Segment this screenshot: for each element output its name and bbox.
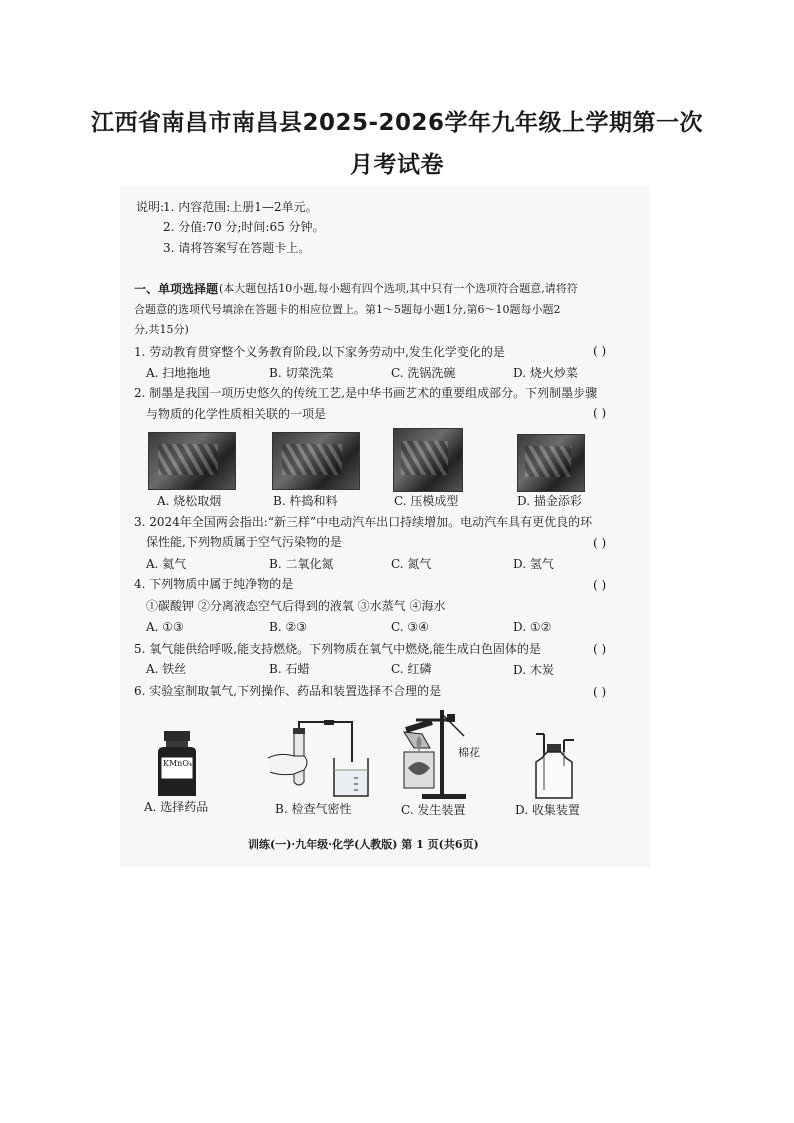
- q3-answer-blank: ( ): [593, 536, 607, 550]
- notes-label: 说明:: [136, 200, 165, 214]
- ink-photo-c: [393, 428, 463, 492]
- q1-option-c: C. 洗锅洗碗: [391, 366, 456, 380]
- q4-option-c: C. ③④: [391, 620, 429, 634]
- q3-stem-2: 保性能,下列物质属于空气污染物的是: [146, 535, 342, 549]
- q4-option-b: B. ②③: [269, 620, 307, 634]
- q4-items: ①碳酸钾 ②分离液态空气后得到的液氧 ③水蒸气 ④海水: [146, 599, 446, 613]
- section-heading: 一、单项选择题: [134, 282, 219, 296]
- q2-stem-2: 与物质的化学性质相关联的一项是: [146, 407, 327, 421]
- q2-option-a: A. 烧松取烟: [157, 494, 222, 508]
- section-instructions-1: (本大题包括10小题,每小题有四个选项,其中只有一个选项符合题意,请将符: [219, 282, 578, 295]
- ink-photo-a: [148, 432, 236, 490]
- ink-photo-b: [272, 432, 360, 490]
- q2-stem-1: 2. 制墨是我国一项历史悠久的传统工艺,是中华书画艺术的重要组成部分。下列制墨步骤: [134, 386, 598, 400]
- q1-option-b: B. 切菜洗菜: [269, 366, 334, 380]
- q6-option-c: C. 发生装置: [401, 803, 466, 817]
- q5-option-c: C. 红磷: [391, 662, 432, 676]
- q6-option-b: B. 检查气密性: [275, 802, 352, 816]
- q6-option-a: A. 选择药品: [144, 800, 209, 814]
- ink-photo-d: [517, 434, 585, 492]
- airtightness-check-illustration: [266, 718, 376, 800]
- q3-option-c: C. 氮气: [391, 557, 432, 571]
- q6-option-d: D. 收集装置: [515, 803, 580, 817]
- q3-option-b: B. 二氧化氮: [269, 557, 334, 571]
- q6-stem: 6. 实验室制取氧气,下列操作、药品和装置选择不合理的是: [134, 684, 442, 698]
- q1-option-a: A. 扫地拖地: [146, 366, 211, 380]
- note-1: 1. 内容范围:上册1—2单元。: [163, 200, 318, 214]
- q4-stem: 4. 下列物质中属于纯净物的是: [134, 577, 294, 591]
- q5-option-a: A. 铁丝: [146, 662, 187, 676]
- q3-stem-1: 3. 2024年全国两会指出:“新三样”中电动汽车出口持续增加。电动汽车具有更优良的环: [134, 515, 593, 529]
- q1-option-d: D. 烧火炒菜: [513, 366, 578, 380]
- q5-option-d: D. 木炭: [513, 663, 554, 677]
- q1-answer-blank: ( ): [593, 344, 607, 358]
- q2-option-d: D. 描金添彩: [517, 494, 582, 508]
- q5-stem: 5. 氧气能供给呼吸,能支持燃烧。下列物质在氧气中燃烧,能生成白色固体的是: [134, 642, 541, 656]
- note-3: 3. 请将答案写在答题卡上。: [163, 241, 311, 255]
- q5-option-b: B. 石蜡: [269, 662, 310, 676]
- section-instructions-3: 分,共15分): [134, 323, 189, 336]
- q2-answer-blank: ( ): [593, 406, 607, 420]
- exam-title-line2: 月考试卷: [350, 152, 444, 178]
- bottle-label: KMnO₄: [163, 759, 193, 768]
- q2-option-c: C. 压模成型: [394, 494, 459, 508]
- q5-answer-blank: ( ): [593, 642, 607, 656]
- note-2: 2. 分值:70 分;时间:65 分钟。: [163, 220, 325, 234]
- cotton-label: 棉花: [458, 746, 480, 759]
- exam-title-line1: 江西省南昌市南昌县2025-2026学年九年级上学期第一次: [90, 110, 704, 136]
- q4-option-a: A. ①③: [146, 620, 184, 634]
- q3-option-d: D. 氢气: [513, 557, 554, 571]
- page-footer: 训练(一)·九年级·化学(人教版) 第 1 页(共6页): [248, 838, 479, 851]
- gas-washing-bottle-illustration: [528, 732, 580, 800]
- q4-answer-blank: ( ): [593, 578, 607, 592]
- q1-stem: 1. 劳动教育贯穿整个义务教育阶段,以下家务劳动中,发生化学变化的是: [134, 345, 505, 359]
- q6-answer-blank: ( ): [593, 685, 607, 699]
- section-instructions-2: 合题意的选项代号填涂在答题卡的相应位置上。第1～5题每小题1分,第6～10题每小题2: [134, 303, 561, 316]
- q4-option-d: D. ①②: [513, 620, 552, 634]
- q3-option-a: A. 氦气: [146, 557, 187, 571]
- q2-option-b: B. 杵捣和料: [273, 494, 338, 508]
